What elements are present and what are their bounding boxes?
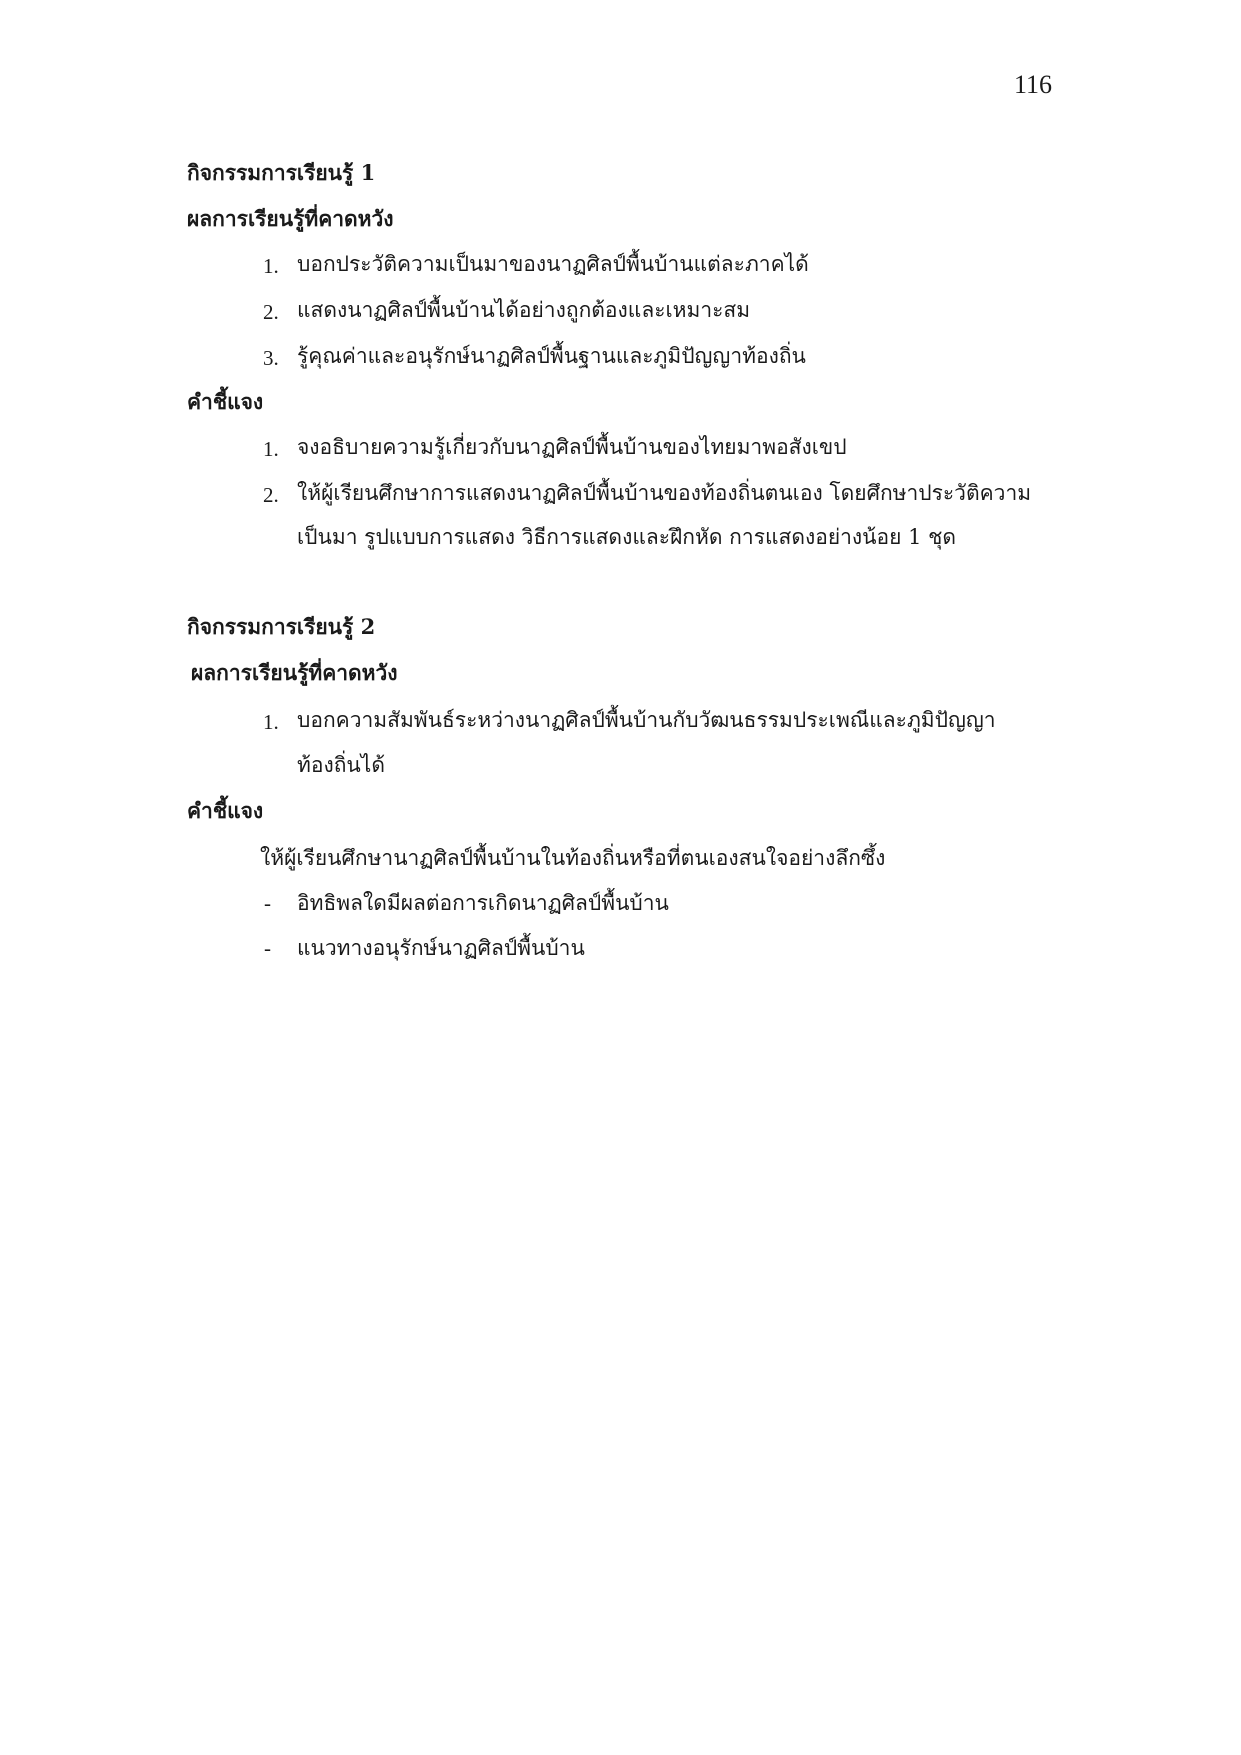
list-item-text: แสดงนาฏศิลป์พื้นบ้านได้อย่างถูกต้องและเหมาะสม bbox=[297, 298, 751, 322]
list-item-text: รู้คุณค่าและอนุรักษ์นาฏศิลป์พื้นฐานและภูมิปัญญาท้องถิ่น bbox=[297, 344, 806, 368]
activity2-intro: ให้ผู้เรียนศึกษานาฏศิลป์พื้นบ้านในท้องถิ่นหรือที่ตนเองสนใจอย่างลึกซึ้ง bbox=[260, 846, 886, 870]
list-item-text: ให้ผู้เรียนศึกษาการแสดงนาฏศิลป์พื้นบ้านของท้องถิ่นตนเอง โดยศึกษาประวัติความ bbox=[297, 481, 1032, 505]
bullet-text: แนวทางอนุรักษ์นาฏศิลป์พื้นบ้าน bbox=[297, 936, 585, 960]
activity2-instructions-heading: คำชี้แจง bbox=[187, 798, 264, 823]
bullet-mark: - bbox=[264, 891, 271, 915]
activity2-outcomes-heading: ผลการเรียนรู้ที่คาดหวัง bbox=[191, 660, 398, 685]
bullet-text: อิทธิพลใดมีผลต่อการเกิดนาฏศิลป์พื้นบ้าน bbox=[297, 891, 669, 915]
list-item-text-continued: เป็นมา รูปแบบการแสดง วิธีการแสดงและฝึกหัด การแสดงอย่างน้อย 1 ชุด bbox=[297, 525, 957, 549]
page-number: 116 bbox=[1014, 70, 1053, 99]
activity2-title: กิจกรรมการเรียนรู้ 2 bbox=[187, 614, 376, 639]
list-item-text: บอกประวัติความเป็นมาของนาฏศิลป์พื้นบ้านแต่ละภาคได้ bbox=[297, 252, 809, 276]
list-number: 3. bbox=[263, 346, 279, 370]
list-item-text: จงอธิบายความรู้เกี่ยวกับนาฏศิลป์พื้นบ้านของไทยมาพอสังเขป bbox=[297, 435, 847, 459]
list-number: 2. bbox=[263, 300, 279, 324]
list-number: 1. bbox=[263, 254, 279, 278]
list-number: 2. bbox=[263, 483, 279, 507]
bullet-mark: - bbox=[264, 936, 271, 960]
activity1-instructions-heading: คำชี้แจง bbox=[187, 389, 264, 414]
list-item-text: บอกความสัมพันธ์ระหว่างนาฏศิลป์พื้นบ้านกับวัฒนธรรมประเพณีและภูมิปัญญา bbox=[297, 708, 996, 732]
list-number: 1. bbox=[263, 710, 279, 734]
list-item-text-continued: ท้องถิ่นได้ bbox=[297, 753, 385, 777]
activity1-title: กิจกรรมการเรียนรู้ 1 bbox=[187, 160, 376, 185]
list-number: 1. bbox=[263, 437, 279, 461]
activity1-outcomes-heading: ผลการเรียนรู้ที่คาดหวัง bbox=[187, 206, 394, 231]
